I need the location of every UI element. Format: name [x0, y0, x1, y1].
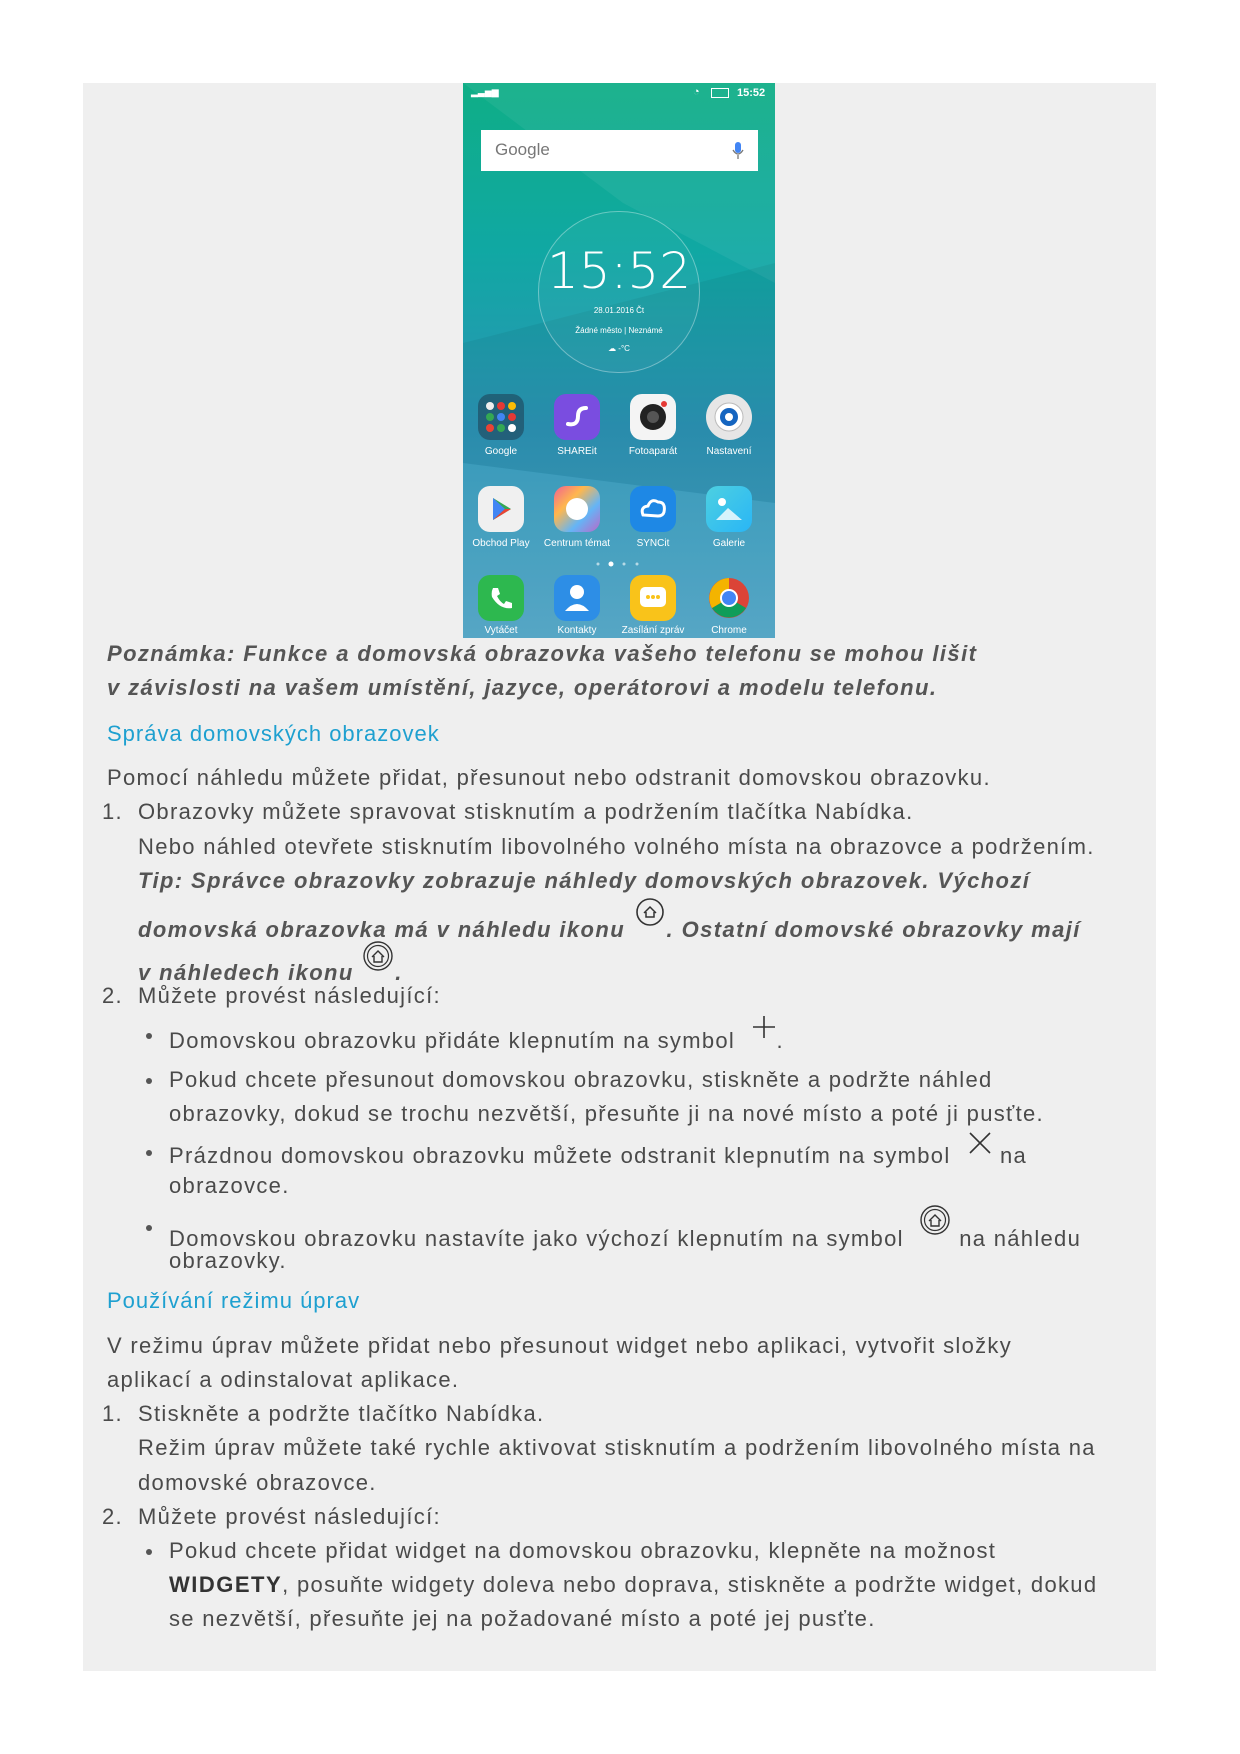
- bullet: [146, 1033, 152, 1039]
- bullet3-line2: obrazovce.: [169, 1173, 290, 1198]
- step-number: 2.: [102, 1504, 123, 1529]
- note-line-1: Poznámka: Funkce a domovská obrazovka vašeho telefonu se mohou lišit: [107, 641, 978, 666]
- home-default-icon: [635, 897, 665, 927]
- messaging-icon: [630, 575, 676, 621]
- app-label: Galerie: [712, 538, 746, 549]
- app-shareit[interactable]: [539, 394, 615, 457]
- tip-b-part2: . Ostatní domovské obrazovky mají: [666, 917, 1081, 942]
- app-label: Fotoaparát: [628, 446, 678, 457]
- section2-step1b: Režim úprav můžete také rychle aktivovat stisknutím a podržením libovolného místa na: [138, 1435, 1096, 1460]
- syncit-cloud-icon: [630, 486, 676, 532]
- app-label: Chrome: [711, 625, 747, 636]
- bullet4-end: na náhledu: [959, 1226, 1082, 1251]
- app-theme-center[interactable]: [539, 486, 615, 549]
- tip-line-c: [138, 950, 403, 986]
- bullet1-end: .: [776, 1028, 784, 1053]
- app-play-store[interactable]: [463, 486, 539, 549]
- section2-intro-1: V režimu úprav můžete přidat nebo přesunout widget nebo aplikaci, vytvořit složky: [107, 1333, 1013, 1358]
- app-messaging[interactable]: [615, 575, 691, 636]
- clock-city: Žádné město | Neznámé: [575, 326, 663, 335]
- bullet3-text: Prázdnou domovskou obrazovku můžete odstranit klepnutím na symbol: [169, 1143, 951, 1168]
- section2-bullet1-rest: , posuňte widgety doleva nebo doprava, stiskněte a podržte widget, dokud: [282, 1572, 1098, 1597]
- bullet3-line1: [169, 1139, 1027, 1169]
- step-number: 1.: [102, 799, 123, 824]
- app-label: Nastavení: [706, 446, 752, 457]
- bullet: [146, 1150, 152, 1156]
- contacts-icon: [554, 575, 600, 621]
- section2-step1c: domovské obrazovce.: [138, 1470, 377, 1495]
- tip-line-b: [138, 909, 1081, 943]
- clock-temp: -°C: [618, 344, 630, 353]
- play-store-icon: [478, 486, 524, 532]
- app-contacts[interactable]: [539, 575, 615, 636]
- page-indicator: [463, 559, 775, 569]
- tip-c-part1: v náhledech ikonu: [138, 960, 354, 985]
- app-gallery[interactable]: [691, 486, 767, 549]
- tip-b-part1: domovská obrazovka má v náhledu ikonu: [138, 917, 626, 942]
- tip-c-part2: .: [395, 960, 403, 985]
- microphone-icon[interactable]: [732, 142, 744, 160]
- status-bar: [463, 87, 775, 101]
- app-label: Vytáčet: [484, 625, 518, 636]
- bullet4-text: Domovskou obrazovku nastavíte jako výchozí klepnutím na symbol: [169, 1226, 904, 1251]
- phone-call-icon: [478, 575, 524, 621]
- bullet4-line2: obrazovky.: [169, 1248, 287, 1273]
- gallery-icon: [706, 486, 752, 532]
- bullet1-text: Domovskou obrazovku přidáte klepnutím na symbol: [169, 1028, 736, 1053]
- app-label: SHAREit: [557, 446, 597, 457]
- app-label: SYNCit: [636, 538, 670, 549]
- bullet2-line2: obrazovky, dokud se trochu nezvětší, přesuňte ji na nové místo a poté ji pusťte.: [169, 1101, 1044, 1126]
- bullet4-line1: [169, 1214, 1081, 1252]
- battery-icon: [711, 88, 729, 98]
- signal-icon: ▂▃▅▆: [471, 87, 499, 97]
- section1-intro: Pomocí náhledu můžete přidat, přesunout nebo odstranit domovskou obrazovku.: [107, 765, 991, 790]
- wifi-icon: ◔: [693, 86, 700, 98]
- home-set-default-icon: [919, 1204, 951, 1236]
- widgets-keyword: WIDGETY: [169, 1572, 283, 1597]
- step-number: 2.: [102, 983, 123, 1008]
- bullet1-line: [169, 1022, 784, 1054]
- shareit-icon: [554, 394, 600, 440]
- clock-date: 28.01.2016 Čt: [593, 306, 645, 315]
- google-search-bar[interactable]: [481, 130, 758, 171]
- section2-bullet1-line1: Pokud chcete přidat widget na domovskou obrazovku, klepněte na možnost: [169, 1538, 997, 1563]
- phone-screenshot: [463, 83, 775, 638]
- app-chrome[interactable]: [691, 575, 767, 636]
- section2-bullet1-line2: [169, 1572, 1097, 1598]
- section-heading-manage: Správa domovských obrazovek: [107, 721, 440, 746]
- app-label: Google: [484, 446, 518, 457]
- status-time: 15:52: [737, 87, 766, 99]
- app-label: Centrum témat: [543, 538, 611, 549]
- plus-icon: [751, 1014, 777, 1040]
- home-set-default-icon: [362, 940, 394, 972]
- section2-step2: Můžete provést následující:: [138, 1504, 441, 1529]
- section2-bullet1-line3: se nezvětší, přesuňte jej na požadované místo a poté jej pusťte.: [169, 1606, 876, 1631]
- section1-step1: Obrazovky můžete spravovat stisknutím a podržením tlačítka Nabídka.: [138, 799, 914, 824]
- bullet: [146, 1549, 152, 1555]
- section2-intro-2: aplikací a odinstalovat aplikace.: [107, 1367, 460, 1392]
- settings-gear-icon: [706, 394, 752, 440]
- clock-weather: ☁ -°C: [608, 344, 630, 353]
- google-folder-icon: [478, 394, 524, 440]
- bullet: [146, 1225, 152, 1231]
- close-x-icon: [968, 1131, 992, 1155]
- theme-center-icon: [554, 486, 600, 532]
- camera-icon: [630, 394, 676, 440]
- step-number: 1.: [102, 1401, 123, 1426]
- clock-time: 15:52: [546, 242, 692, 300]
- app-camera[interactable]: [615, 394, 691, 457]
- section1-step1b: Nebo náhled otevřete stisknutím libovolného volného místa na obrazovce a podržením.: [138, 834, 1095, 859]
- tip-line-a: Tip: Správce obrazovky zobrazuje náhledy domovských obrazovek. Výchozí: [138, 868, 1031, 893]
- app-google-folder[interactable]: [463, 394, 539, 457]
- clock-widget[interactable]: [538, 211, 700, 373]
- app-syncit[interactable]: [615, 486, 691, 549]
- google-logo: Google: [495, 140, 550, 159]
- chrome-icon: [706, 575, 752, 621]
- app-dialer[interactable]: [463, 575, 539, 636]
- section-heading-edit-mode: Používání režimu úprav: [107, 1288, 361, 1313]
- app-label: Kontakty: [557, 625, 597, 636]
- bullet: [146, 1078, 152, 1084]
- section2-step1: Stiskněte a podržte tlačítko Nabídka.: [138, 1401, 545, 1426]
- section1-step2: Můžete provést následující:: [138, 983, 441, 1008]
- note-line-2: v závislosti na vašem umístění, jazyce, operátorovi a modelu telefonu.: [107, 675, 938, 700]
- app-settings[interactable]: [691, 394, 767, 457]
- app-label: Obchod Play: [472, 538, 530, 549]
- bullet3-end: na: [999, 1143, 1028, 1168]
- app-label: Zasílání zpráv: [621, 625, 685, 636]
- bullet2-line1: Pokud chcete přesunout domovskou obrazovku, stiskněte a podržte náhled: [169, 1067, 993, 1092]
